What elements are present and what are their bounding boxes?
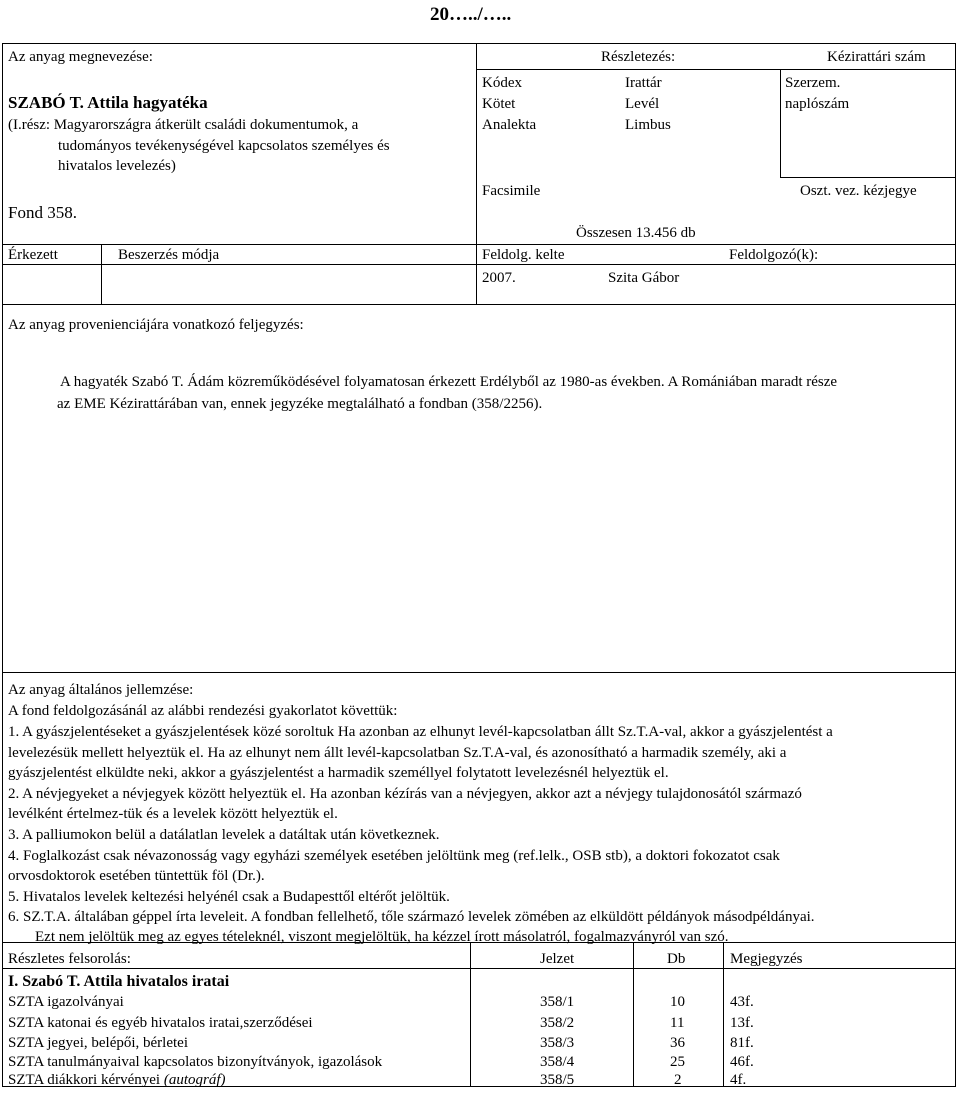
manuscript-number-label: Kézirattári szám	[827, 49, 926, 65]
table-row-item: SZTA katonai és egyéb hivatalos iratai,szerződései	[8, 1015, 313, 1031]
details-label: Részletezés:	[601, 49, 676, 65]
general-line: 6. SZ.T.A. általában géppel írta leveleit. A fondban fellelhető, tőle származó levelek zömében az elküldött példányok másodpéldányai.	[8, 909, 815, 925]
table-row-shelfmark: 358/4	[540, 1054, 575, 1070]
provenance-label: Az anyag provenienciájára vonatkozó feljegyzés:	[8, 317, 304, 333]
archive-label: Irattár	[625, 75, 662, 91]
acquisition-label: Szerzem.	[785, 75, 841, 91]
shelfmark-header: Jelzet	[540, 951, 575, 967]
analecta-label: Analekta	[482, 117, 537, 133]
table-row-note: 46f.	[730, 1054, 754, 1070]
table-row-item: SZTA jegyei, belépői, bérletei	[8, 1035, 188, 1051]
codex-label: Kódex	[482, 75, 522, 91]
logbook-number-label: naplószám	[785, 96, 850, 112]
count-header: Db	[667, 951, 686, 967]
provenance-line-1: A hagyaték Szabó T. Ádám közreműködésével folyamatosan érkezett Erdélyből az 1980-as években. A Romániában maradt része	[60, 374, 838, 390]
general-line: gyászjelentést elküldte neki, akkor a gyászjelentést a harmadik személlyel folytatott levelezésnél helyeztük el.	[8, 765, 669, 781]
general-description-label: Az anyag általános jellemzése:	[8, 682, 194, 698]
description-line-2: tudományos tevékenységével kapcsolatos személyes és	[58, 138, 390, 154]
table-row-shelfmark: 358/5	[540, 1072, 575, 1088]
arrived-label: Érkezett	[8, 247, 58, 263]
general-line: 4. Foglalkozást csak névazonosság vagy egyházi személyek esetében jelöltünk meg (ref.lelk., OSB stb), a doktori fokozatot csak	[8, 848, 780, 864]
table-row-shelfmark: 358/2	[540, 1015, 575, 1031]
table-row-count: 25	[670, 1054, 685, 1070]
table-row-note: 81f.	[730, 1035, 754, 1051]
facsimile-label: Facsimile	[482, 183, 541, 199]
processing-year: 2007.	[482, 270, 516, 286]
table-row-item-text: SZTA diákkori kérvényei	[8, 1072, 164, 1088]
table-row-note: 4f.	[730, 1072, 747, 1088]
description-line-3: hivatalos levelezés)	[58, 158, 176, 174]
table-row-item: SZTA tanulmányaival kapcsolatos bizonyítványok, igazolások	[8, 1054, 383, 1070]
detail-list-header: Részletes felsorolás:	[8, 951, 131, 967]
description-line-1: (I.rész: Magyarországra átkerült családi dokumentumok, a	[8, 117, 359, 133]
processors-label: Feldolgozó(k):	[729, 247, 819, 263]
table-row-count: 36	[670, 1035, 685, 1051]
table-row-note: 43f.	[730, 994, 754, 1010]
collection-title: SZABÓ T. Attila hagyatéka	[8, 93, 208, 112]
date-line: 20…../…..	[430, 4, 512, 25]
provenance-line-2: az EME Kézirattárában van, ennek jegyzéke megtalálható a fondban (358/2256).	[57, 396, 543, 412]
general-line: 3. A palliumokon belül a datálatlan levelek a datáltak után következnek.	[8, 827, 440, 843]
general-line: A fond feldolgozásánál az alábbi rendezési gyakorlatot követtük:	[8, 703, 398, 719]
general-line: levelezésük mellett helyeztük el. Ha az elhunyt nem állt levél-kapcsolatban Sz.T.A-val, és azonosítható a harmadik személy, aki a	[8, 745, 787, 761]
table-row-shelfmark: 358/3	[540, 1035, 575, 1051]
fond-number: Fond 358.	[8, 203, 77, 222]
limbus-label: Limbus	[625, 117, 671, 133]
general-line: orvosdoktorok esetében tüntettük föl (Dr.).	[8, 868, 265, 884]
general-line: levélként értelmez-tük és a levelek között helyeztük el.	[8, 806, 338, 822]
table-row-count: 10	[670, 994, 685, 1010]
table-row-note: 13f.	[730, 1015, 754, 1031]
general-line: 2. A névjegyeket a névjegyek között helyeztük el. Ha azonban kézírás van a névjegyen, akkor azt a névjegy tulajdonosától származó	[8, 786, 802, 802]
table-row-count: 2	[674, 1072, 682, 1088]
table-row-item: SZTA igazolványai	[8, 994, 124, 1010]
autograph-note: (autográf)	[163, 1072, 226, 1088]
processing-date-label: Feldolg. kelte	[482, 247, 565, 263]
material-name-label: Az anyag megnevezése:	[8, 49, 153, 65]
volume-label: Kötet	[482, 96, 516, 112]
total-count: Összesen 13.456 db	[576, 225, 696, 241]
table-row-shelfmark: 358/1	[540, 994, 575, 1010]
general-line: 5. Hivatalos levelek keltezési helyénél csak a Budapesttől eltérőt jelöltük.	[8, 889, 450, 905]
note-header: Megjegyzés	[730, 951, 803, 967]
section-title: I. Szabó T. Attila hivatalos iratai	[8, 973, 230, 990]
department-head-signature-label: Oszt. vez. kézjegye	[800, 183, 917, 199]
table-row-count: 11	[670, 1015, 685, 1031]
general-line: 1. A gyászjelentéseket a gyászjelentések közé soroltuk Ha azonban az elhunyt levél-kapcsolatban állt Sz.T.A-val, akkor a gyászjelentést a	[8, 724, 833, 740]
table-row-item	[8, 1071, 226, 1089]
acquisition-method-label: Beszerzés módja	[118, 247, 220, 263]
processor-name: Szita Gábor	[608, 270, 680, 286]
letter-label: Levél	[625, 96, 660, 112]
general-line: Ezt nem jelöltük meg az egyes tételeknél, viszont megjelöltük, ha kézzel írott másolatról, fogalmazványról van szó.	[35, 929, 729, 945]
